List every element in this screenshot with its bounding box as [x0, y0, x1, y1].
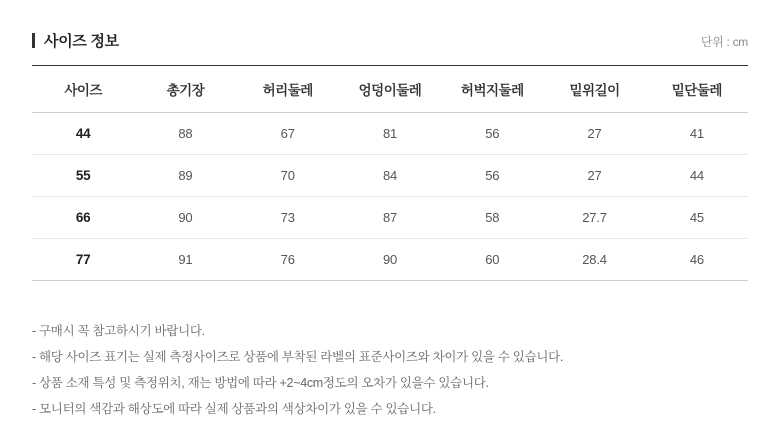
size-table	[32, 65, 748, 281]
column-header-rise: 밑위길이	[543, 66, 645, 113]
cell-rise: 28.4	[543, 239, 645, 281]
column-header-hem: 밑단둘레	[646, 66, 748, 113]
page-title	[32, 30, 119, 51]
section-header	[32, 0, 748, 65]
cell-thigh: 60	[441, 239, 543, 281]
cell-waist: 73	[237, 197, 339, 239]
cell-total-length: 90	[134, 197, 236, 239]
cell-hip: 90	[339, 239, 441, 281]
unit-label: 단위 : cm	[700, 35, 748, 49]
cell-total-length: 91	[134, 239, 236, 281]
cell-size: 66	[32, 197, 134, 239]
cell-total-length: 89	[134, 155, 236, 197]
page-title-text: 사이즈 정보	[44, 33, 119, 50]
cell-total-length: 88	[134, 113, 236, 155]
cell-rise: 27	[543, 155, 645, 197]
note-item: - 구매시 꼭 참고하시기 바랍니다.	[32, 324, 205, 338]
column-header-size: 사이즈	[32, 66, 134, 113]
table-row	[32, 197, 748, 239]
cell-size: 55	[32, 155, 134, 197]
table-row	[32, 239, 748, 281]
cell-size: 44	[32, 113, 134, 155]
size-table-head	[32, 66, 748, 113]
column-header-hip: 엉덩이둘레	[339, 66, 441, 113]
cell-hem: 44	[646, 155, 748, 197]
cell-waist: 76	[237, 239, 339, 281]
title-accent-bar	[32, 33, 35, 48]
note-item: - 모니터의 색감과 해상도에 따라 실제 상품과의 색상차이가 있을 수 있습니다.	[32, 402, 436, 416]
cell-hem: 45	[646, 197, 748, 239]
cell-thigh: 56	[441, 155, 543, 197]
cell-thigh: 58	[441, 197, 543, 239]
cell-hem: 46	[646, 239, 748, 281]
cell-size: 77	[32, 239, 134, 281]
cell-hip: 84	[339, 155, 441, 197]
cell-thigh: 56	[441, 113, 543, 155]
cell-rise: 27	[543, 113, 645, 155]
note-item: - 상품 소재 특성 및 측정위치, 재는 방법에 따라 +2~4cm정도의 오차가 있을수 있습니다.	[32, 376, 489, 390]
column-header-thigh: 허벅지둘레	[441, 66, 543, 113]
cell-hem: 41	[646, 113, 748, 155]
notes-list	[32, 318, 748, 422]
table-row	[32, 155, 748, 197]
column-header-total-length: 총기장	[134, 66, 236, 113]
cell-hip: 81	[339, 113, 441, 155]
table-header-row	[32, 66, 748, 113]
cell-rise: 27.7	[543, 197, 645, 239]
cell-hip: 87	[339, 197, 441, 239]
size-table-body	[32, 113, 748, 281]
cell-waist: 67	[237, 113, 339, 155]
column-header-waist: 허리둘레	[237, 66, 339, 113]
note-item: - 해당 사이즈 표기는 실제 측정사이즈로 상품에 부착된 라벨의 표준사이즈와 차이가 있을 수 있습니다.	[32, 350, 564, 364]
table-row	[32, 113, 748, 155]
cell-waist: 70	[237, 155, 339, 197]
